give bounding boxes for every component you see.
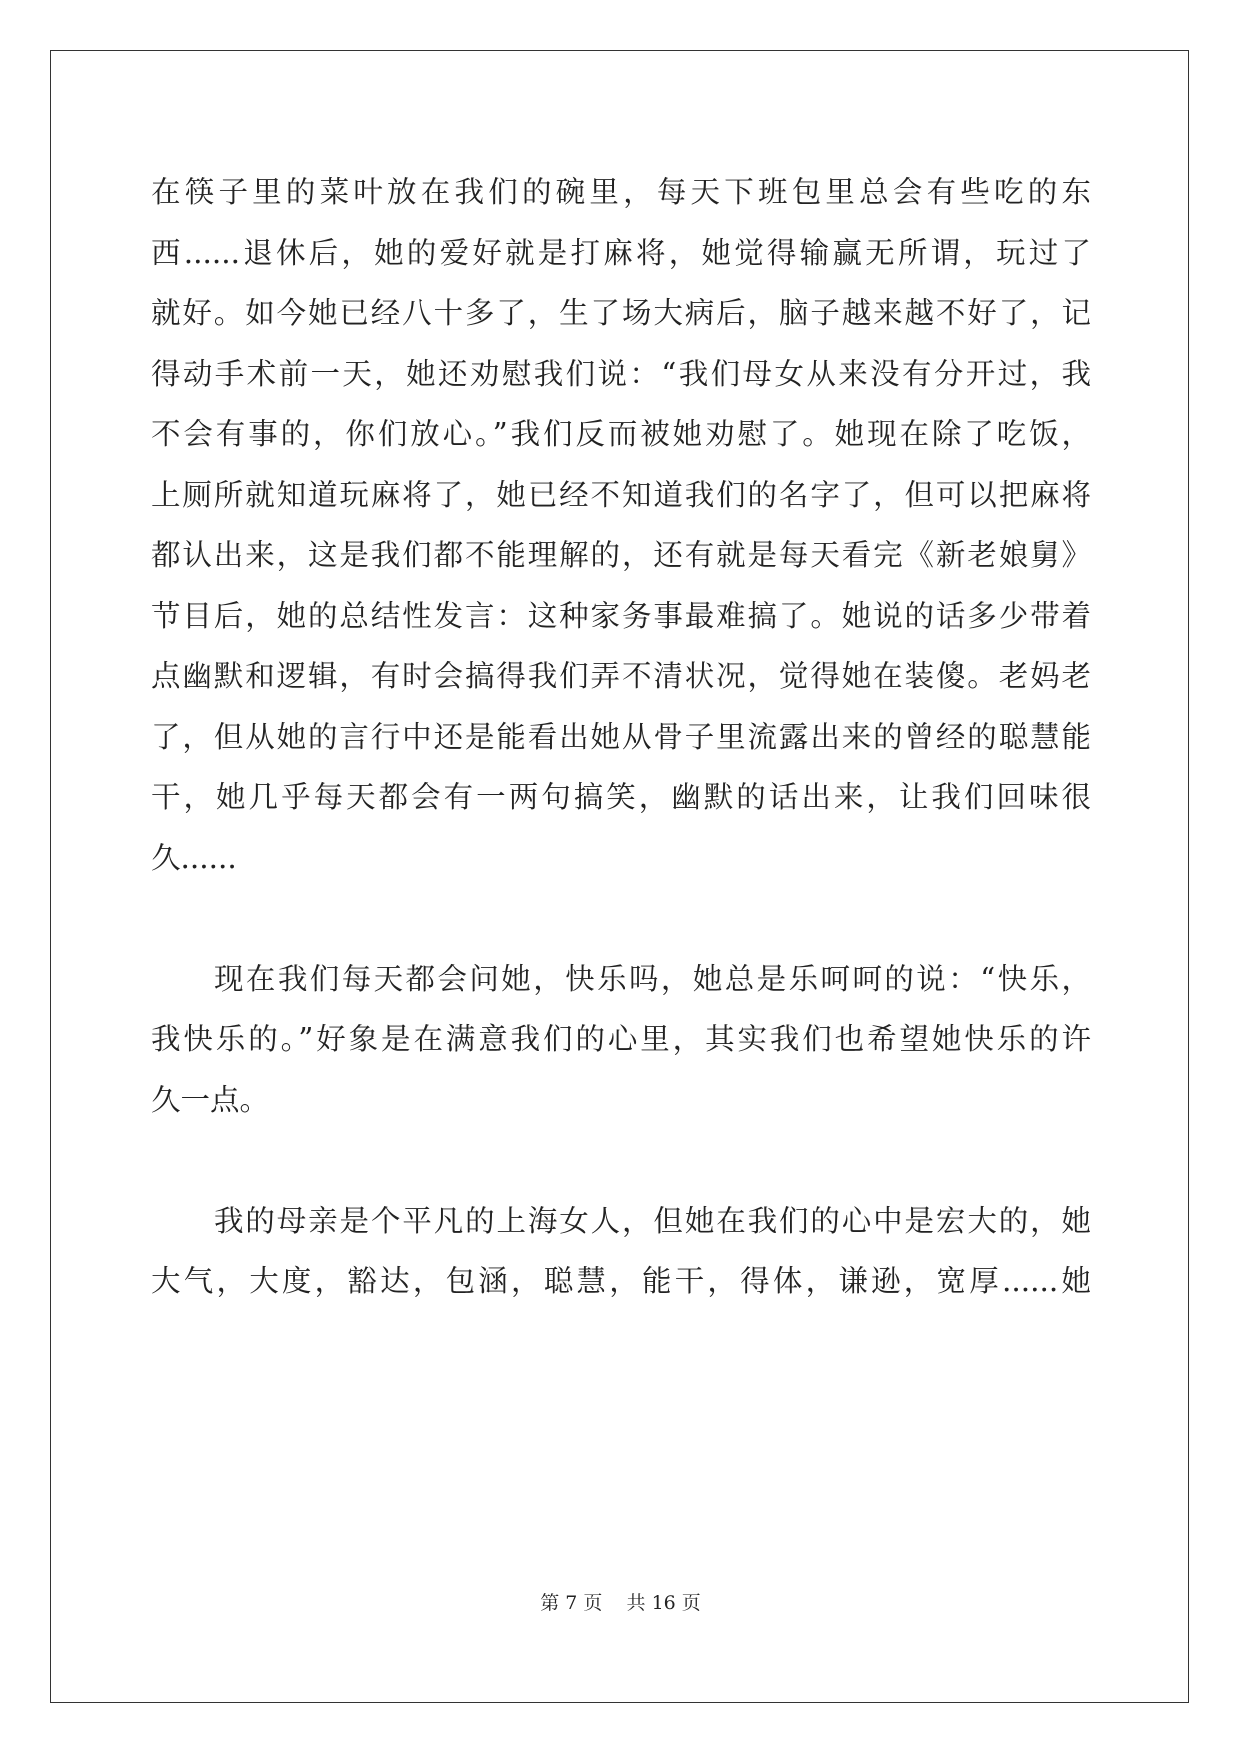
text-line: 干，她几乎每天都会有一两句搞笑，幽默的话出来，让我们回味很 bbox=[151, 780, 1091, 814]
page-number: 第 7 页 bbox=[540, 1592, 603, 1614]
text-line: 西......退休后，她的爱好就是打麻将，她觉得输赢无所谓，玩过了 bbox=[151, 235, 1091, 270]
text-line: 了，但从她的言行中还是能看出她从骨子里流露出来的曾经的聪慧能 bbox=[151, 719, 1091, 754]
text-line: 上厕所就知道玩麻将了，她已经不知道我们的名字了，但可以把麻将 bbox=[151, 477, 1091, 512]
paragraph-gap bbox=[151, 888, 1091, 949]
document-body bbox=[151, 162, 1091, 1312]
text-line: 大气，大度，豁达，包涵，聪慧，能干，得体，谦逊，宽厚......她 bbox=[151, 1264, 1091, 1298]
text-line: 就好。如今她已经八十多了，生了场大病后，脑子越来越不好了，记 bbox=[151, 296, 1091, 330]
text-line: 久一点。 bbox=[151, 1082, 270, 1117]
text-line: 都认出来，这是我们都不能理解的，还有就是每天看完《新老娘舅》 bbox=[151, 538, 1091, 572]
text-line: 久...... bbox=[151, 840, 237, 875]
text-line: 在筷子里的菜叶放在我们的碗里，每天下班包里总会有些吃的东 bbox=[151, 175, 1091, 209]
text-line: 节目后，她的总结性发言：这种家务事最难搞了。她说的话多少带着 bbox=[151, 598, 1091, 633]
text-line: 得动手术前一天，她还劝慰我们说：“我们母女从来没有分开过，我 bbox=[151, 356, 1091, 391]
page-total: 共 16 页 bbox=[626, 1592, 701, 1614]
paragraph-gap bbox=[151, 1130, 1091, 1191]
text-line: 我快乐的。”好象是在满意我们的心里，其实我们也希望她快乐的许 bbox=[151, 1022, 1091, 1056]
text-line: 不会有事的，你们放心。”我们反而被她劝慰了。她现在除了吃饭， bbox=[151, 417, 1091, 451]
text-line: 点幽默和逻辑，有时会搞得我们弄不清状况，觉得她在装傻。老妈老 bbox=[151, 659, 1091, 693]
page-footer bbox=[0, 1588, 1241, 1615]
text-line: 我的母亲是个平凡的上海女人，但她在我们的心中是宏大的，她 bbox=[214, 1203, 1091, 1238]
text-line: 现在我们每天都会问她，快乐吗，她总是乐呵呵的说：“快乐， bbox=[214, 961, 1091, 996]
